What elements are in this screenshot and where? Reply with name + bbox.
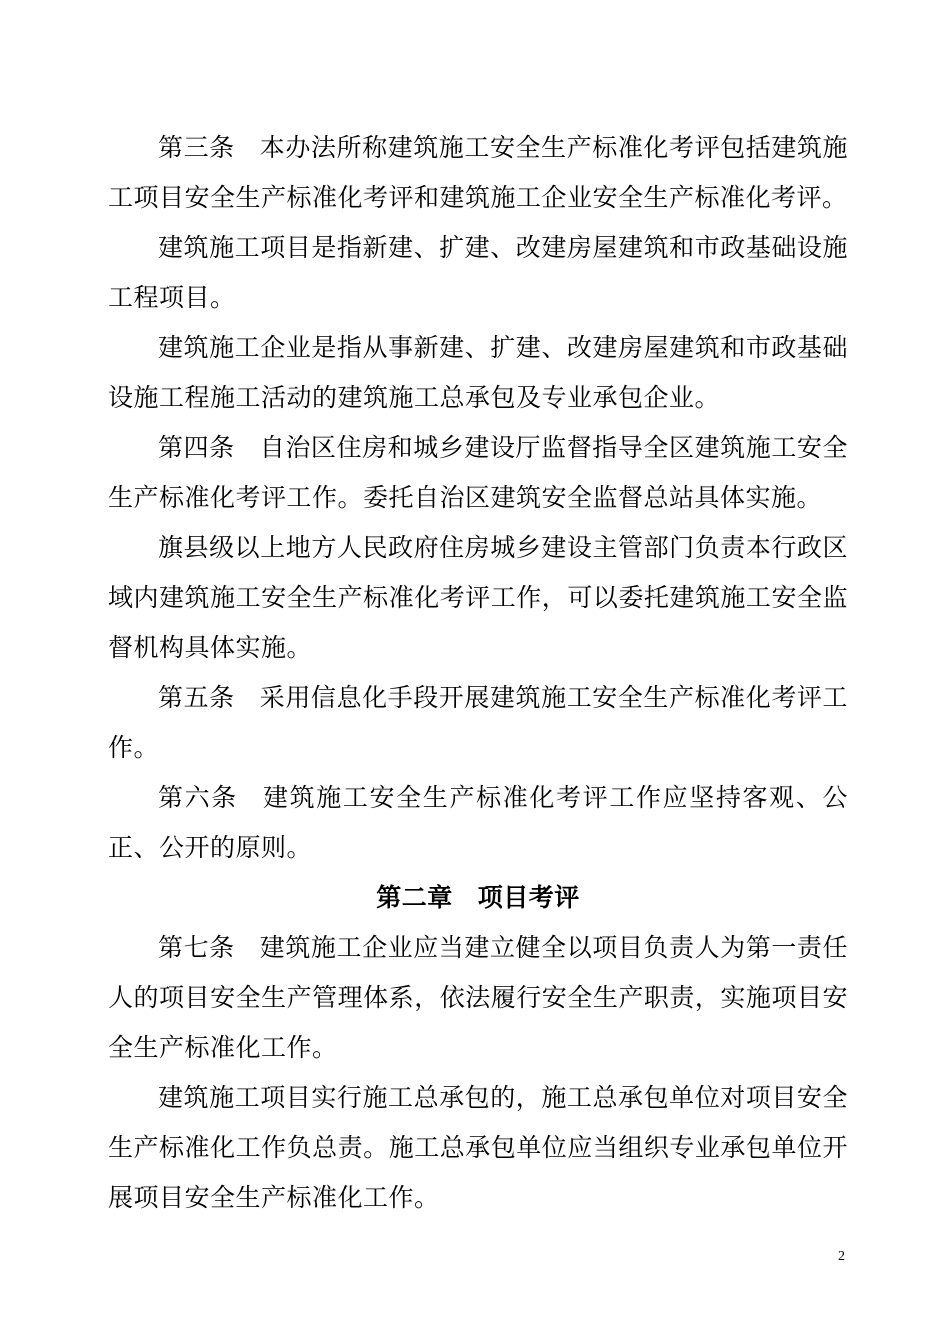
article-label: 第四条: [158, 433, 235, 462]
article-label: 第七条: [158, 933, 235, 962]
general-contractor-paragraph: [108, 1073, 848, 1223]
paragraph-text: 建筑施工企业是指从事新建、扩建、改建房屋建筑和市政基础设施工程施工活动的建筑施工总承包及专业承包企业。: [108, 333, 848, 412]
article-label: 第五条: [158, 683, 235, 712]
paragraph-text: 旗县级以上地方人民政府住房城乡建设主管部门负责本行政区域内建筑施工安全生产标准化考评工作，可以委托建筑施工安全监督机构具体实施。: [108, 533, 848, 662]
article-3-paragraph: [108, 123, 848, 223]
article-label: 第六条: [158, 783, 238, 812]
enterprise-definition-paragraph: [108, 323, 848, 423]
paragraph-text: 建筑施工企业应当建立健全以项目负责人为第一责任人的项目安全生产管理体系，依法履行安全生产职责，实施项目安全生产标准化工作。: [108, 933, 848, 1062]
paragraph-text: 本办法所称建筑施工安全生产标准化考评包括建筑施工项目安全生产标准化考评和建筑施工企业安全生产标准化考评。: [108, 133, 848, 212]
paragraph-text: 自治区住房和城乡建设厅监督指导全区建筑施工安全生产标准化考评工作。委托自治区建筑安全监督总站具体实施。: [108, 433, 848, 512]
chapter-title: 项目考评: [477, 883, 580, 912]
article-7-paragraph: [108, 923, 848, 1073]
article-5-paragraph: [108, 673, 848, 773]
paragraph-text: 建筑施工项目是指新建、扩建、改建房屋建筑和市政基础设施工程项目。: [108, 233, 848, 312]
paragraph-text: 建筑施工项目实行施工总承包的，施工总承包单位对项目安全生产标准化工作负总责。施工总承包单位应当组织专业承包单位开展项目安全生产标准化工作。: [108, 1083, 848, 1212]
chapter-number: 第二章: [376, 883, 453, 912]
paragraph-text: 采用信息化手段开展建筑施工安全生产标准化考评工作。: [108, 683, 848, 762]
paragraph-text: 建筑施工安全生产标准化考评工作应坚持客观、公正、公开的原则。: [108, 783, 848, 862]
page-number: 2: [838, 1249, 845, 1264]
article-4-paragraph: [108, 423, 848, 523]
chapter-heading: [108, 873, 848, 923]
county-authority-paragraph: [108, 523, 848, 673]
article-6-paragraph: [108, 773, 848, 873]
article-label: 第三条: [158, 133, 235, 162]
project-definition-paragraph: [108, 223, 848, 323]
